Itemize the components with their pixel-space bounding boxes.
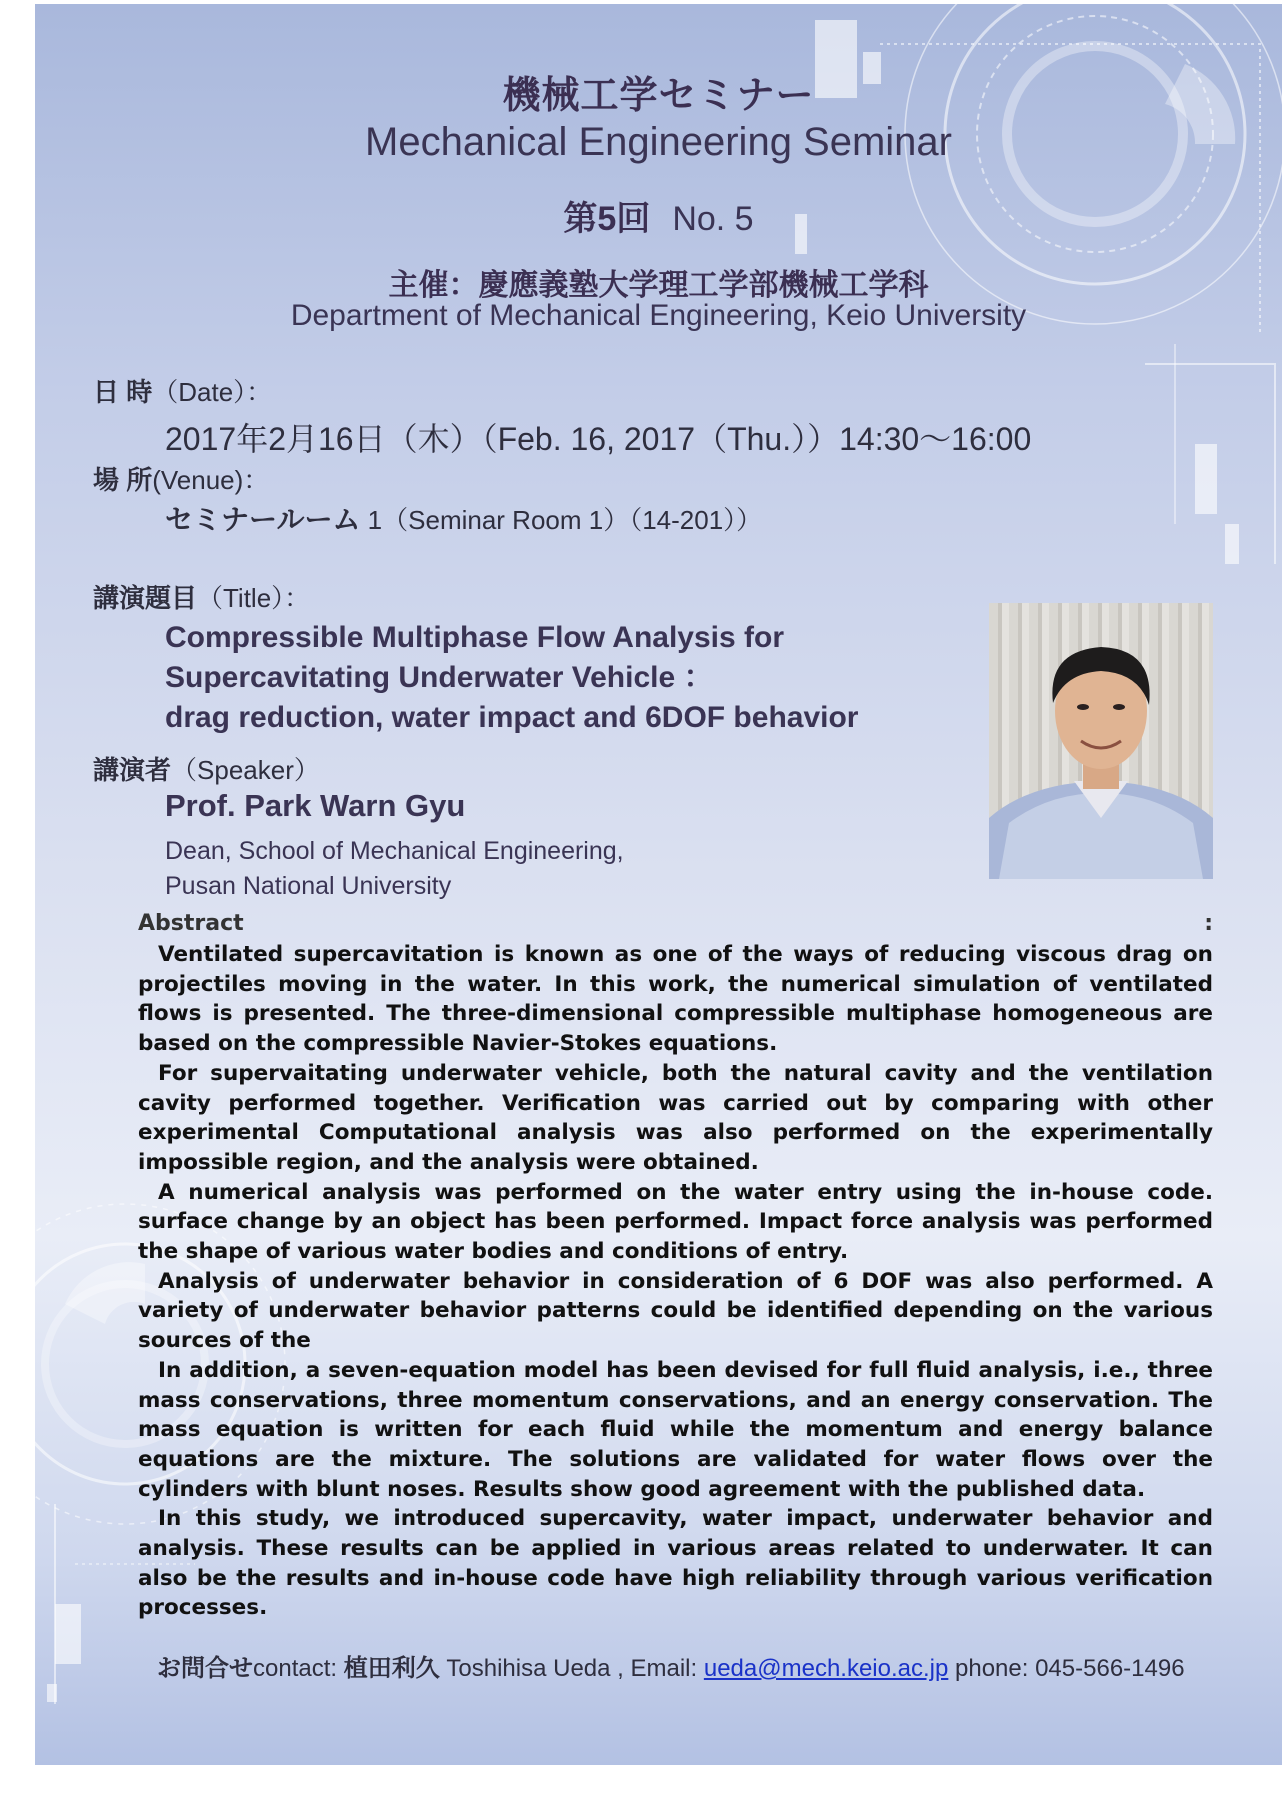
talk-title-line: Compressible Multiphase Flow Analysis for (165, 621, 785, 654)
seminar-title-jp: 機械工学セミナー (502, 75, 815, 117)
talk-title-line: Supercavitating Underwater Vehicle ： (165, 661, 714, 694)
speaker-label-jp: 講演者 (93, 755, 172, 785)
contact-name-jp: 植田利久 (343, 1655, 440, 1682)
title-label (93, 578, 310, 615)
abstract-heading-colon: : (1204, 911, 1213, 936)
abstract-paragraph: In this study, we introduced supercavity, water impact, underwater behavior and analysis. These results can be applied in various areas related to underwater. It can also be the results and in-house code have high reliability through various verification processes. (138, 1506, 1213, 1621)
speaker-affiliation-line: Dean, School of Mechanical Engineering, (165, 837, 624, 865)
abstract-heading-text: Abstract (138, 911, 244, 936)
venue-value-jp: セミナールーム (165, 504, 361, 535)
contact-name-en: Toshihisa Ueda , Email: (439, 1655, 704, 1682)
contact-phone: phone: 045-566-1496 (948, 1655, 1185, 1682)
talk-title-line: drag reduction, water impact and 6DOF behavior (165, 701, 859, 734)
abstract-body (138, 940, 1213, 1623)
abstract-paragraph: Ventilated supercavitation is known as one of the ways of reducing viscous drag on projectiles moving in the water. In this work, the numerical simulation of ventilated flows is presented. The three-dimensional compressible multiphase homogeneous are based on the compressible Navier-Stokes equations. (138, 942, 1213, 1057)
venue-value-en: 1（Seminar Room 1）（14-201）） (360, 505, 763, 535)
contact-line (157, 1648, 1185, 1683)
contact-label-jp: お問合せ (157, 1655, 253, 1682)
speaker-affiliation-line: Pusan National University (165, 872, 452, 900)
seminar-poster (35, 4, 1282, 1765)
speaker-name: Prof. Park Warn Gyu (165, 788, 466, 823)
speaker-photo (989, 603, 1213, 879)
date-label-en: （Date）： (152, 377, 273, 407)
host-jp: 主催：慶應義塾大学理工学部機械工学科 (388, 269, 929, 302)
title-label-en: （Title）： (197, 583, 311, 613)
host-en: Department of Mechanical Engineering, Keio University (290, 299, 1027, 332)
seminar-number (35, 191, 1282, 240)
abstract-paragraph: A numerical analysis was performed on the water entry using the in-house code. surface change by an object has been performed. Impact force analysis was performed the shape of various water bodies and conditions of entry. (138, 1179, 1213, 1265)
speaker-label (93, 750, 320, 787)
abstract-paragraph: For supervaitating underwater vehicle, both the natural cavity and the ventilation cavity performed together. Verification was carried out by comparing with other experimental Computational analysis was also performed on the experimentally impossible region, and the analysis were obtained. (138, 1060, 1213, 1175)
speaker-affiliation (165, 834, 624, 904)
venue-label-en: (Venue)： (152, 465, 270, 495)
abstract-paragraph: Analysis of underwater behavior in consideration of 6 DOF was also performed. A variety of underwater behavior patterns could be identified depending on the various sources of the (138, 1268, 1213, 1354)
speaker-label-en: （Speaker） (171, 755, 320, 785)
contact-label-en: contact: (253, 1655, 344, 1682)
seminar-number-en: No. 5 (672, 200, 754, 238)
venue-label (93, 460, 269, 497)
abstract-heading (138, 911, 1213, 936)
venue-value (165, 498, 762, 538)
seminar-title-en: Mechanical Engineering Seminar (365, 120, 952, 164)
date-value: 2017年2月16日（木）（Feb. 16, 2017（Thu.））14:30〜16:00 (165, 421, 1032, 457)
title-label-jp: 講演題目 (93, 583, 198, 613)
date-label-jp: 日 時 (93, 377, 153, 407)
abstract-paragraph: In addition, a seven-equation model has been devised for full fluid analysis, i.e., three mass conservations, three momentum conservations, and an energy conservation. The mass equation is written for each fluid while the momentum and energy balance equations are the mixture. The solutions are validated for water flows over the cylinders with blunt noses. Results show good agreement with the published data. (138, 1357, 1213, 1502)
venue-label-jp: 場 所 (93, 465, 153, 495)
seminar-number-jp: 第5回 (563, 200, 651, 238)
talk-title (165, 618, 858, 738)
speaker-portrait-graphic (989, 603, 1213, 879)
date-label (93, 372, 272, 409)
contact-email-link[interactable]: ueda@mech.keio.ac.jp (703, 1655, 949, 1682)
